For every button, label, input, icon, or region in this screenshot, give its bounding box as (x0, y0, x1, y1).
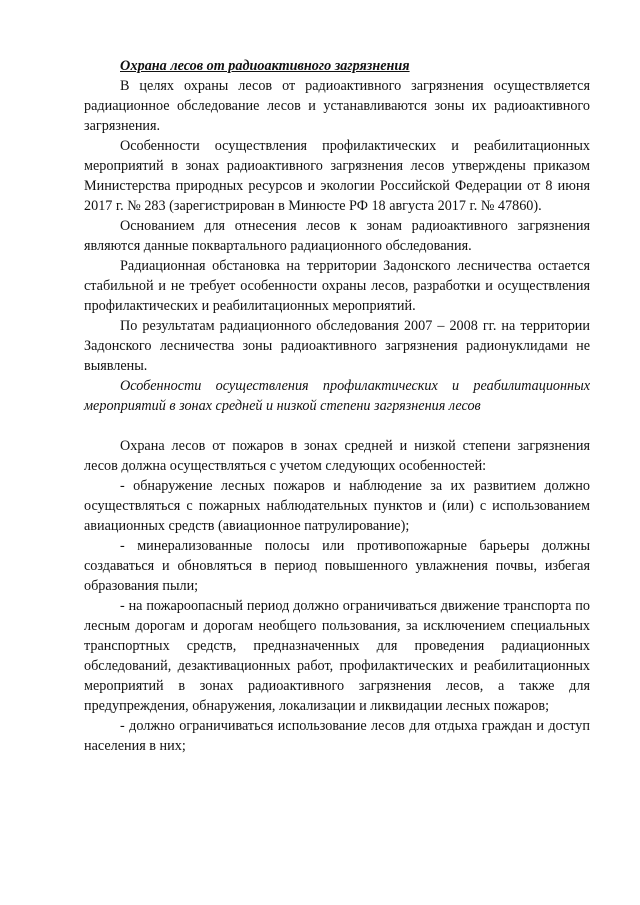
paragraph-order: Особенности осуществления профилактических и реабилитационных мероприятий в зонах радиоактивного загрязнения лесов утверждены приказом Министерства природных ресурсов и экологии Российской Федерации от 8 июня 2017 г. № 283 (зарегистрирован в Минюсте РФ 18 августа 2017 г. № 47860). (84, 138, 590, 214)
paragraph-results: По результатам радиационного обследования 2007 – 2008 гг. на территории Задонского лесничества зоны радиоактивного загрязнения радионуклидами не выявлены. (84, 318, 590, 374)
list-item: - минерализованные полосы или противопожарные барьеры должны создаваться и обновляться в период повышенного увлажнения почвы, избегая образования пыли; (84, 538, 590, 594)
list-item: - должно ограничиваться использование лесов для отдыха граждан и доступ населения в них; (84, 718, 590, 754)
document-page (84, 56, 590, 756)
list-item: - обнаружение лесных пожаров и наблюдение за их развитием должно осуществляться с пожарных наблюдательных пунктов и (или) с использованием авиационных средств (авиационное патрулирование); (84, 478, 590, 534)
subsection-heading: Особенности осуществления профилактических и реабилитационных мероприятий в зонах средней и низкой степени загрязнения лесов (84, 378, 590, 414)
paragraph-basis: Основанием для отнесения лесов к зонам радиоактивного загрязнения являются данные поквартального радиационного обследования. (84, 218, 590, 254)
blank-line (84, 416, 590, 436)
paragraph-intro: Охрана лесов от пожаров в зонах средней и низкой степени загрязнения лесов должна осуществляться с учетом следующих особенностей: (84, 438, 590, 474)
section-heading: Охрана лесов от радиоактивного загрязнения (120, 58, 410, 74)
paragraph-survey: В целях охраны лесов от радиоактивного загрязнения осуществляется радиационное обследование лесов и устанавливаются зоны их радиоактивного загрязнения. (84, 78, 590, 134)
list-item: - на пожароопасный период должно ограничиваться движение транспорта по лесным дорогам и дорогам необщего пользования, за исключением специальных транспортных средств, предназначенных для проведения радиационных обследований, дезактивационных работ, профилактических и реабилитационных мероприятий в зонах радиоактивного загрязнения лесов, а также для предупреждения, обнаружения, локализации и ликвидации лесных пожаров; (84, 598, 590, 714)
paragraph-situation: Радиационная обстановка на территории Задонского лесничества остается стабильной и не требует особенности охраны лесов, разработки и осуществления профилактических и реабилитационных мероприятий. (84, 258, 590, 314)
